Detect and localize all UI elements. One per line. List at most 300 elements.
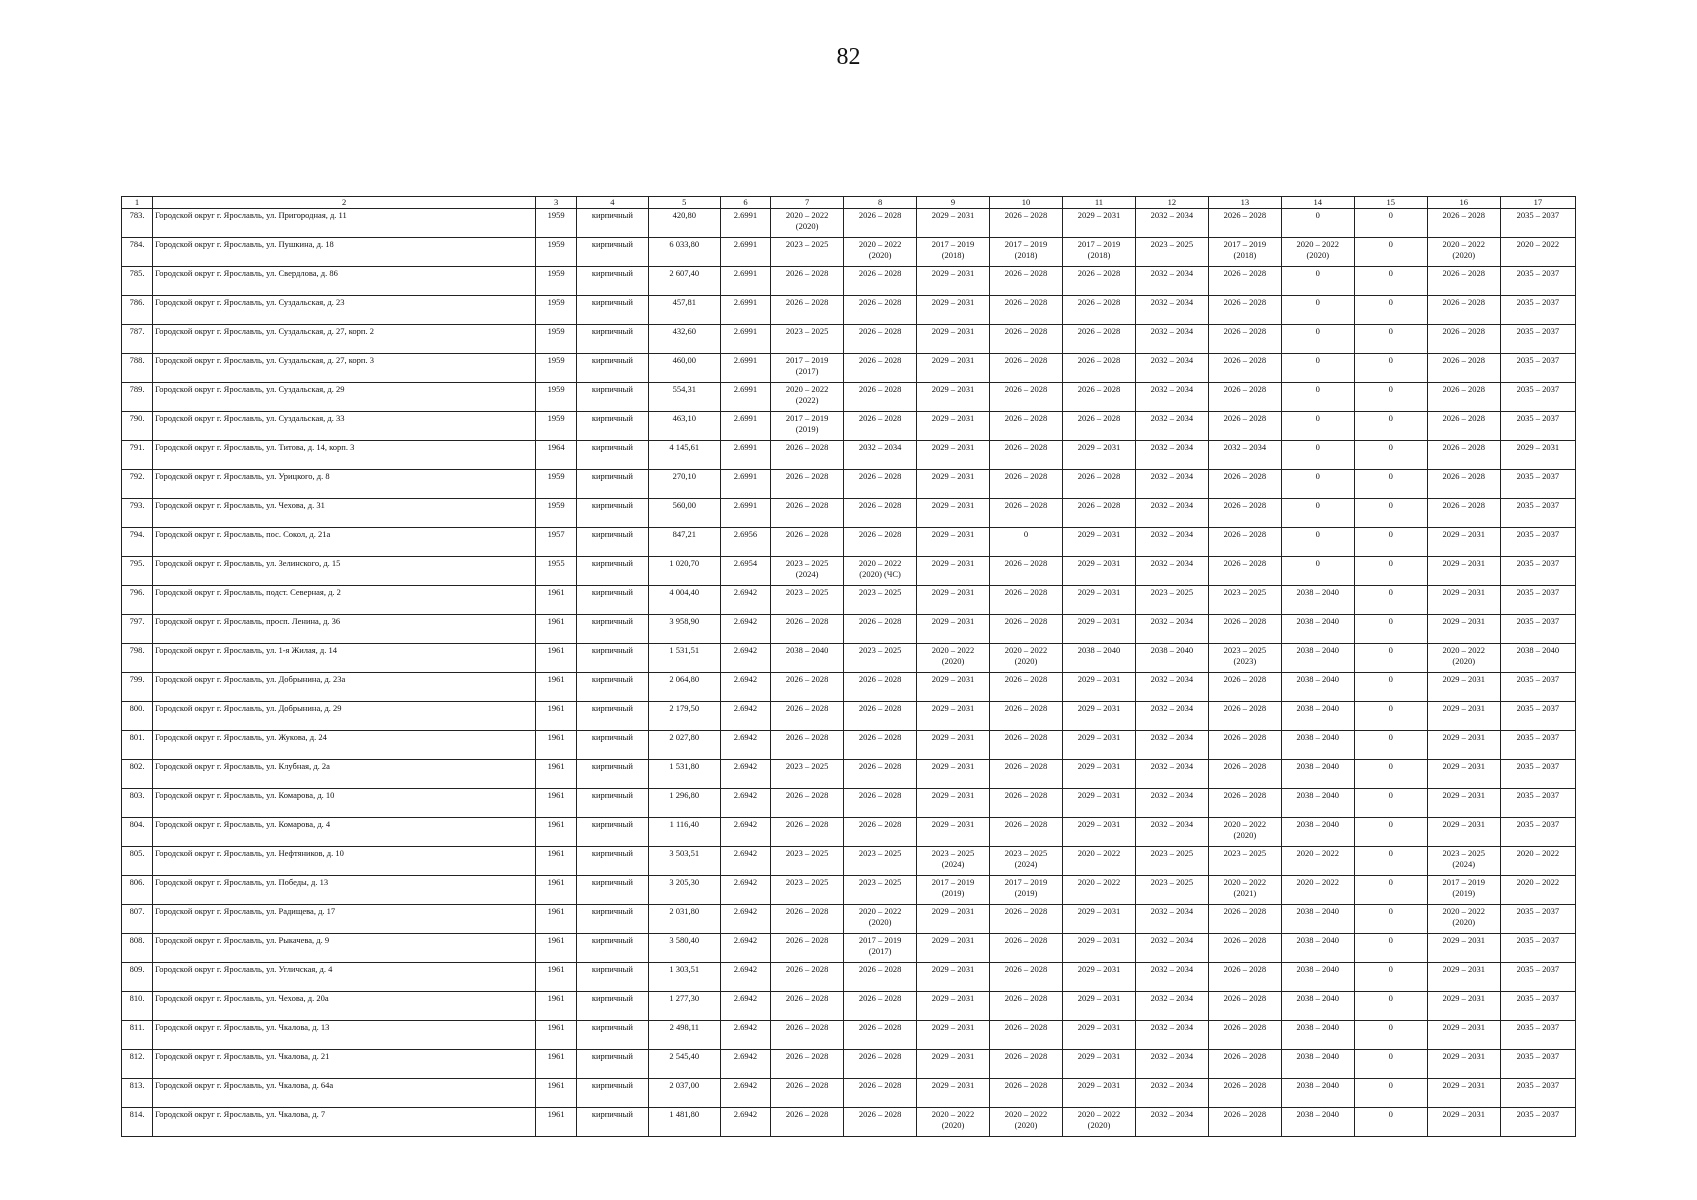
table-cell: 2017 – 2019 (2017): [771, 354, 844, 383]
table-cell: 2020 – 2022: [1500, 876, 1575, 905]
table-cell: 2029 – 2031: [917, 1079, 990, 1108]
table-cell: 2026 – 2028: [990, 1050, 1063, 1079]
table-cell: 3 205,30: [648, 876, 720, 905]
table-cell: 2.6942: [720, 615, 770, 644]
table-cell: 2029 – 2031: [1062, 1079, 1135, 1108]
table-cell: 2026 – 2028: [1208, 905, 1281, 934]
table-cell: 460,00: [648, 354, 720, 383]
table-cell: 420,80: [648, 209, 720, 238]
table-cell: 801.: [122, 731, 153, 760]
table-row: [122, 1079, 1576, 1108]
table-cell: 2026 – 2028: [844, 1021, 917, 1050]
table-cell: 1961: [536, 934, 577, 963]
table-cell: 2032 – 2034: [1135, 470, 1208, 499]
table-cell: 2032 – 2034: [1135, 528, 1208, 557]
table-cell: 0: [1281, 325, 1354, 354]
table-row: [122, 615, 1576, 644]
table-cell: 2026 – 2028: [1208, 673, 1281, 702]
table-cell: 2026 – 2028: [844, 992, 917, 1021]
table-cell: 2.6991: [720, 354, 770, 383]
table-cell: 2035 – 2037: [1500, 296, 1575, 325]
table-cell: 786.: [122, 296, 153, 325]
table-cell: кирпичный: [576, 818, 648, 847]
table-cell: 2026 – 2028: [771, 1021, 844, 1050]
table-cell: 791.: [122, 441, 153, 470]
table-cell: кирпичный: [576, 557, 648, 586]
table-cell: 2026 – 2028: [844, 760, 917, 789]
table-cell: 1961: [536, 760, 577, 789]
table-cell: 2017 – 2019 (2019): [771, 412, 844, 441]
table-cell: 2026 – 2028: [771, 296, 844, 325]
table-cell: 1961: [536, 586, 577, 615]
table-cell: 2.6942: [720, 644, 770, 673]
table-cell: 2026 – 2028: [1208, 528, 1281, 557]
table-cell: 1955: [536, 557, 577, 586]
column-header: 15: [1354, 197, 1427, 209]
table-cell: 2023 – 2025: [1208, 847, 1281, 876]
table-cell: 2.6942: [720, 905, 770, 934]
table-cell: 2023 – 2025: [1208, 586, 1281, 615]
table-cell: 0: [1354, 760, 1427, 789]
table-cell: 2032 – 2034: [1208, 441, 1281, 470]
table-cell: 2029 – 2031: [917, 789, 990, 818]
address-cell: Городской округ г. Ярославль, ул. Чкалова, д. 64а: [153, 1079, 536, 1108]
table-cell: 794.: [122, 528, 153, 557]
table-cell: 2026 – 2028: [844, 325, 917, 354]
table-cell: кирпичный: [576, 731, 648, 760]
table-cell: 2020 – 2022 (2020): [990, 1108, 1063, 1137]
table-cell: 2.6991: [720, 325, 770, 354]
table-cell: 2035 – 2037: [1500, 905, 1575, 934]
table-cell: 2029 – 2031: [917, 905, 990, 934]
table-cell: 2035 – 2037: [1500, 325, 1575, 354]
table-cell: 2.6942: [720, 876, 770, 905]
table-cell: 2035 – 2037: [1500, 470, 1575, 499]
table-row: [122, 789, 1576, 818]
table-cell: 0: [1354, 876, 1427, 905]
table-cell: 2026 – 2028: [990, 325, 1063, 354]
table-cell: кирпичный: [576, 1021, 648, 1050]
table-cell: 2 179,50: [648, 702, 720, 731]
table-cell: 2026 – 2028: [990, 992, 1063, 1021]
table-cell: 4 145,61: [648, 441, 720, 470]
table-cell: 0: [1354, 1079, 1427, 1108]
address-cell: Городской округ г. Ярославль, ул. Чкалова, д. 21: [153, 1050, 536, 1079]
table-cell: 2023 – 2025: [844, 586, 917, 615]
table-cell: 0: [1281, 441, 1354, 470]
table-cell: 2.6956: [720, 528, 770, 557]
table-cell: кирпичный: [576, 702, 648, 731]
table-cell: 2026 – 2028: [844, 702, 917, 731]
table-cell: 2026 – 2028: [990, 905, 1063, 934]
table-cell: 2.6991: [720, 412, 770, 441]
table-cell: 2026 – 2028: [844, 1079, 917, 1108]
table-cell: 0: [1281, 499, 1354, 528]
table-cell: кирпичный: [576, 267, 648, 296]
table-cell: 2032 – 2034: [1135, 731, 1208, 760]
table-cell: 0: [1281, 296, 1354, 325]
table-cell: 0: [1354, 354, 1427, 383]
table-row: [122, 412, 1576, 441]
table-cell: 2026 – 2028: [771, 905, 844, 934]
table-cell: 2032 – 2034: [1135, 1108, 1208, 1137]
table-cell: 2029 – 2031: [917, 354, 990, 383]
table-cell: 1959: [536, 499, 577, 528]
table-cell: 2023 – 2025 (2023): [1208, 644, 1281, 673]
table-cell: 2020 – 2022 (2020): [990, 644, 1063, 673]
table-cell: 2.6942: [720, 586, 770, 615]
table-cell: кирпичный: [576, 470, 648, 499]
table-cell: 2038 – 2040: [1281, 963, 1354, 992]
table-cell: 783.: [122, 209, 153, 238]
table-cell: 2032 – 2034: [1135, 615, 1208, 644]
table-cell: 1961: [536, 992, 577, 1021]
table-cell: 2029 – 2031: [1062, 934, 1135, 963]
table-cell: 785.: [122, 267, 153, 296]
table-cell: 1959: [536, 470, 577, 499]
table-cell: 2029 – 2031: [917, 615, 990, 644]
table-cell: 2026 – 2028: [771, 992, 844, 1021]
table-cell: 2029 – 2031: [917, 267, 990, 296]
table-cell: 2026 – 2028: [1427, 441, 1500, 470]
table-cell: 0: [1354, 992, 1427, 1021]
table-cell: 2029 – 2031: [1427, 702, 1500, 731]
table-cell: 2026 – 2028: [990, 441, 1063, 470]
table-cell: 2.6942: [720, 789, 770, 818]
table-cell: 2029 – 2031: [1062, 441, 1135, 470]
table-cell: 2026 – 2028: [1208, 325, 1281, 354]
table-cell: 2032 – 2034: [1135, 383, 1208, 412]
table-cell: 2017 – 2019 (2019): [917, 876, 990, 905]
table-cell: 0: [1281, 267, 1354, 296]
address-cell: Городской округ г. Ярославль, ул. Чкалова, д. 13: [153, 1021, 536, 1050]
column-header: 13: [1208, 197, 1281, 209]
table-cell: 2035 – 2037: [1500, 818, 1575, 847]
table-cell: 2026 – 2028: [990, 354, 1063, 383]
table-cell: 0: [1354, 528, 1427, 557]
table-cell: кирпичный: [576, 441, 648, 470]
table-cell: 2035 – 2037: [1500, 731, 1575, 760]
table-cell: 2023 – 2025: [844, 847, 917, 876]
table-cell: 2023 – 2025: [1135, 238, 1208, 267]
table-cell: 2026 – 2028: [844, 499, 917, 528]
table-cell: 802.: [122, 760, 153, 789]
table-cell: кирпичный: [576, 238, 648, 267]
table-cell: 2029 – 2031: [917, 209, 990, 238]
table-cell: 2026 – 2028: [1427, 267, 1500, 296]
table-cell: 2029 – 2031: [917, 325, 990, 354]
table-cell: 2026 – 2028: [771, 1079, 844, 1108]
table-row: [122, 963, 1576, 992]
table-cell: 2032 – 2034: [1135, 673, 1208, 702]
table-cell: кирпичный: [576, 412, 648, 441]
table-cell: 1961: [536, 673, 577, 702]
table-cell: 2029 – 2031: [917, 383, 990, 412]
table-cell: 2026 – 2028: [1062, 325, 1135, 354]
table-row: [122, 1021, 1576, 1050]
table-cell: кирпичный: [576, 296, 648, 325]
table-cell: 2.6942: [720, 847, 770, 876]
table-cell: 806.: [122, 876, 153, 905]
table-cell: 2038 – 2040: [1281, 644, 1354, 673]
table-cell: 6 033,80: [648, 238, 720, 267]
table-row: [122, 296, 1576, 325]
address-cell: Городской округ г. Ярославль, ул. 1-я Жилая, д. 14: [153, 644, 536, 673]
table-cell: 798.: [122, 644, 153, 673]
table-cell: кирпичный: [576, 934, 648, 963]
table-cell: 0: [1354, 499, 1427, 528]
table-row: [122, 209, 1576, 238]
table-cell: 2035 – 2037: [1500, 934, 1575, 963]
table-cell: 2026 – 2028: [1427, 325, 1500, 354]
table-cell: 2020 – 2022 (2020): [917, 644, 990, 673]
table-cell: 2026 – 2028: [1208, 760, 1281, 789]
table-cell: 784.: [122, 238, 153, 267]
table-cell: 1959: [536, 325, 577, 354]
table-row: [122, 1050, 1576, 1079]
table-cell: 1961: [536, 1079, 577, 1108]
table-cell: кирпичный: [576, 847, 648, 876]
table-cell: 2026 – 2028: [1208, 992, 1281, 1021]
table-cell: кирпичный: [576, 499, 648, 528]
table-row: [122, 441, 1576, 470]
table-cell: 2032 – 2034: [1135, 905, 1208, 934]
table-cell: 1961: [536, 963, 577, 992]
table-cell: 3 503,51: [648, 847, 720, 876]
table-cell: 2029 – 2031: [1427, 963, 1500, 992]
column-header: 11: [1062, 197, 1135, 209]
table-cell: 2.6942: [720, 1108, 770, 1137]
housing-register-table: [121, 196, 1576, 1137]
column-header: 14: [1281, 197, 1354, 209]
table-cell: 2029 – 2031: [1062, 528, 1135, 557]
column-header: 6: [720, 197, 770, 209]
table-cell: 2026 – 2028: [1427, 470, 1500, 499]
table-cell: 1961: [536, 1108, 577, 1137]
table-cell: 2029 – 2031: [917, 702, 990, 731]
table-cell: 1 277,30: [648, 992, 720, 1021]
table-cell: 2035 – 2037: [1500, 615, 1575, 644]
table-cell: 2026 – 2028: [990, 412, 1063, 441]
table-cell: 0: [1354, 209, 1427, 238]
table-cell: 0: [1354, 673, 1427, 702]
table-cell: 805.: [122, 847, 153, 876]
table-cell: 2020 – 2022 (2022): [771, 383, 844, 412]
table-cell: 2029 – 2031: [917, 963, 990, 992]
table-cell: кирпичный: [576, 644, 648, 673]
table-cell: 457,81: [648, 296, 720, 325]
table-row: [122, 528, 1576, 557]
table-cell: 2038 – 2040: [1062, 644, 1135, 673]
table-cell: 2026 – 2028: [990, 789, 1063, 818]
table-cell: 2029 – 2031: [1427, 673, 1500, 702]
table-cell: 2026 – 2028: [1062, 383, 1135, 412]
table-cell: 1961: [536, 905, 577, 934]
table-cell: 0: [1354, 383, 1427, 412]
table-cell: 2026 – 2028: [990, 296, 1063, 325]
table-cell: 2026 – 2028: [1208, 934, 1281, 963]
table-cell: 790.: [122, 412, 153, 441]
table-cell: 2038 – 2040: [1281, 586, 1354, 615]
table-cell: 2038 – 2040: [1281, 1108, 1354, 1137]
address-cell: Городской округ г. Ярославль, ул. Суздальская, д. 27, корп. 2: [153, 325, 536, 354]
table-cell: 2.6942: [720, 702, 770, 731]
table-cell: 2026 – 2028: [990, 1021, 1063, 1050]
table-cell: 2026 – 2028: [990, 934, 1063, 963]
table-cell: 2026 – 2028: [990, 702, 1063, 731]
table-cell: 1 303,51: [648, 963, 720, 992]
table-cell: 2038 – 2040: [1281, 1021, 1354, 1050]
table-cell: 2029 – 2031: [917, 296, 990, 325]
address-cell: Городской округ г. Ярославль, ул. Суздальская, д. 23: [153, 296, 536, 325]
table-cell: 2023 – 2025: [771, 586, 844, 615]
table-cell: кирпичный: [576, 992, 648, 1021]
table-cell: 0: [1281, 557, 1354, 586]
table-cell: 2020 – 2022 (2020): [917, 1108, 990, 1137]
table-cell: 787.: [122, 325, 153, 354]
table-cell: 2.6942: [720, 1079, 770, 1108]
table-cell: 2023 – 2025: [771, 238, 844, 267]
table-cell: 800.: [122, 702, 153, 731]
address-cell: Городской округ г. Ярославль, ул. Комарова, д. 4: [153, 818, 536, 847]
column-header: 16: [1427, 197, 1500, 209]
table-cell: 2 498,11: [648, 1021, 720, 1050]
table-cell: 2026 – 2028: [844, 267, 917, 296]
address-cell: Городской округ г. Ярославль, ул. Добрынина, д. 29: [153, 702, 536, 731]
table-cell: 2029 – 2031: [917, 586, 990, 615]
table-cell: 0: [1281, 354, 1354, 383]
table-row: [122, 1108, 1576, 1137]
address-cell: Городской округ г. Ярославль, ул. Свердлова, д. 86: [153, 267, 536, 296]
table-cell: 2035 – 2037: [1500, 557, 1575, 586]
column-header: 9: [917, 197, 990, 209]
table-cell: 2026 – 2028: [1427, 209, 1500, 238]
table-cell: 2038 – 2040: [1281, 905, 1354, 934]
table-cell: 2026 – 2028: [990, 963, 1063, 992]
page-number: 82: [836, 44, 861, 70]
table-cell: кирпичный: [576, 383, 648, 412]
table-cell: 0: [1281, 412, 1354, 441]
column-header: 8: [844, 197, 917, 209]
table-cell: 2029 – 2031: [917, 499, 990, 528]
table-cell: 1964: [536, 441, 577, 470]
table-cell: 1961: [536, 876, 577, 905]
table-cell: 2026 – 2028: [990, 615, 1063, 644]
table-cell: 2029 – 2031: [1062, 702, 1135, 731]
table-cell: 2 031,80: [648, 905, 720, 934]
table-cell: 2023 – 2025 (2024): [1427, 847, 1500, 876]
table-cell: 2026 – 2028: [771, 1108, 844, 1137]
table-cell: 2035 – 2037: [1500, 1108, 1575, 1137]
table-cell: 2029 – 2031: [1427, 1050, 1500, 1079]
table-cell: 2020 – 2022 (2020) (ЧС): [844, 557, 917, 586]
table-cell: 0: [1354, 296, 1427, 325]
table-cell: 0: [1354, 789, 1427, 818]
column-header: 5: [648, 197, 720, 209]
table-cell: 2020 – 2022 (2020): [771, 209, 844, 238]
table-cell: 4 004,40: [648, 586, 720, 615]
table-cell: 2026 – 2028: [844, 731, 917, 760]
table-cell: 789.: [122, 383, 153, 412]
table-cell: 0: [1281, 470, 1354, 499]
table-cell: 795.: [122, 557, 153, 586]
column-header: 7: [771, 197, 844, 209]
table-cell: 2026 – 2028: [844, 383, 917, 412]
table-cell: 0: [1354, 1108, 1427, 1137]
table-cell: 0: [1354, 644, 1427, 673]
table-cell: 2 064,80: [648, 673, 720, 702]
table-cell: 2026 – 2028: [771, 499, 844, 528]
table-row: [122, 557, 1576, 586]
table-cell: 0: [1354, 905, 1427, 934]
table-cell: 2026 – 2028: [844, 789, 917, 818]
table-cell: 2038 – 2040: [1281, 818, 1354, 847]
table-cell: 2032 – 2034: [1135, 441, 1208, 470]
table-row: [122, 876, 1576, 905]
table-cell: 0: [1354, 615, 1427, 644]
table-cell: 2038 – 2040: [1281, 760, 1354, 789]
table-cell: кирпичный: [576, 1050, 648, 1079]
table-cell: 2023 – 2025: [771, 760, 844, 789]
table-cell: 847,21: [648, 528, 720, 557]
table-cell: 1957: [536, 528, 577, 557]
table-cell: 2032 – 2034: [1135, 557, 1208, 586]
table-cell: 811.: [122, 1021, 153, 1050]
table-cell: 2026 – 2028: [844, 818, 917, 847]
table-cell: 2023 – 2025: [844, 644, 917, 673]
table-cell: 1 481,80: [648, 1108, 720, 1137]
table-cell: 2 027,80: [648, 731, 720, 760]
table-cell: 2.6942: [720, 963, 770, 992]
table-cell: 0: [1354, 1021, 1427, 1050]
table-row: [122, 847, 1576, 876]
address-cell: Городской округ г. Ярославль, ул. Жукова, д. 24: [153, 731, 536, 760]
table-cell: кирпичный: [576, 586, 648, 615]
table-cell: 2026 – 2028: [1208, 209, 1281, 238]
table-cell: 2038 – 2040: [1281, 731, 1354, 760]
table-cell: 2.6991: [720, 267, 770, 296]
table-cell: 2035 – 2037: [1500, 528, 1575, 557]
address-cell: Городской округ г. Ярославль, ул. Радищева, д. 17: [153, 905, 536, 934]
table-cell: 2035 – 2037: [1500, 499, 1575, 528]
table-cell: 810.: [122, 992, 153, 1021]
table-cell: 2026 – 2028: [990, 383, 1063, 412]
table-cell: 2032 – 2034: [1135, 325, 1208, 354]
table-cell: 2026 – 2028: [1427, 354, 1500, 383]
table-cell: 2029 – 2031: [1427, 818, 1500, 847]
table-cell: 2026 – 2028: [990, 586, 1063, 615]
address-cell: Городской округ г. Ярославль, ул. Победы, д. 13: [153, 876, 536, 905]
table-cell: 2017 – 2019 (2018): [917, 238, 990, 267]
table-cell: 2035 – 2037: [1500, 963, 1575, 992]
address-cell: Городской округ г. Ярославль, ул. Нефтяников, д. 10: [153, 847, 536, 876]
table-cell: 2026 – 2028: [771, 528, 844, 557]
table-cell: 2032 – 2034: [1135, 354, 1208, 383]
table-cell: 3 958,90: [648, 615, 720, 644]
column-header: 1: [122, 197, 153, 209]
table-cell: 1 296,80: [648, 789, 720, 818]
table-cell: 1959: [536, 296, 577, 325]
table-cell: 2029 – 2031: [1427, 934, 1500, 963]
table-cell: 0: [1354, 586, 1427, 615]
table-cell: 2023 – 2025 (2024): [917, 847, 990, 876]
table-row: [122, 760, 1576, 789]
table-cell: кирпичный: [576, 963, 648, 992]
table-cell: 2029 – 2031: [917, 673, 990, 702]
table-cell: 2032 – 2034: [1135, 209, 1208, 238]
column-header: 4: [576, 197, 648, 209]
table-cell: 2026 – 2028: [771, 963, 844, 992]
